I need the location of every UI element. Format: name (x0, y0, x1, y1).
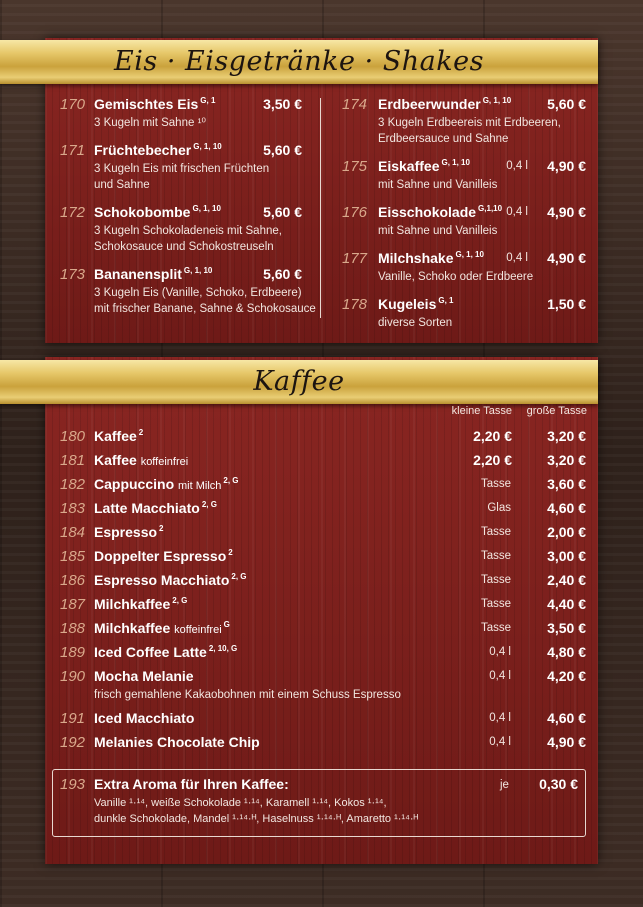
item-number: 170 (60, 96, 86, 113)
item-number: 178 (342, 296, 368, 313)
item-allergens: 2, G (201, 500, 217, 510)
item-name: Schokobombe $^{G, 1, 10}$ (94, 204, 221, 220)
item-size: Tasse (480, 550, 511, 562)
item-allergens: G (223, 620, 230, 630)
item-price-large: 4,80 € (547, 644, 586, 660)
item-size: Tasse (480, 622, 511, 634)
item-name: Kugeleis $^{G, 1}$ (378, 296, 454, 312)
item-name: Extra Aroma für Ihren Kaffee: (94, 776, 289, 792)
column-header-large-cup: große Tasse (526, 405, 587, 417)
item-number: 174 (342, 96, 368, 113)
item-number: 173 (60, 266, 86, 283)
item-description: mit Sahne und Vanilleis (378, 179, 498, 191)
item-description: 3 Kugeln Schokoladeneis mit Sahne, (94, 225, 282, 237)
item-price-large: 4,40 € (547, 596, 586, 612)
aroma-list-line-1: Vanille ¹·¹⁴, weiße Schokolade ¹·¹⁴, Karamell ¹·¹⁴, Kokos ¹·¹⁴, (94, 797, 387, 809)
item-number: 172 (60, 204, 86, 221)
section-title: Kaffee (253, 366, 345, 397)
item-allergens: G, 1, 10 (455, 250, 484, 260)
item-number: 185 (60, 548, 86, 565)
item-name: Erdbeerwunder $^{G, 1, 10}$ (378, 96, 512, 112)
item-description: Erdbeersauce und Sahne (378, 133, 509, 145)
item-allergens: 2, G (231, 572, 247, 582)
item-number: 171 (60, 142, 86, 159)
item-size: Tasse (480, 526, 511, 538)
item-price: 4,90 € (547, 158, 586, 174)
item-number: 186 (60, 572, 86, 589)
item-number: 188 (60, 620, 86, 637)
item-price-large: 3,20 € (547, 452, 586, 468)
item-name: Mocha Melanie (94, 668, 194, 684)
item-name: Iced Coffee Latte $^{2, 10, G}$ (94, 644, 238, 660)
item-allergens: G, 1, 10 (192, 204, 221, 214)
item-name: Melanies Chocolate Chip (94, 734, 260, 750)
item-allergens: G, 1 (438, 296, 454, 306)
item-allergens: 2, G (172, 596, 188, 606)
item-name: Eiskaffee $^{G, 1, 10}$ (378, 158, 470, 174)
item-price-small: 2,20 € (473, 452, 512, 468)
item-name: Doppelter Espresso $^2$ (94, 548, 233, 564)
item-allergens: G, 1, 10 (183, 266, 213, 276)
item-name: Bananensplit $^{G, 1, 10}$ (94, 266, 213, 282)
item-description: Schokosauce und Schokostreuseln (94, 241, 274, 253)
item-name: Latte Macchiato $^{2, G}$ (94, 500, 217, 516)
section-title: Eis · Eisgetränke · Shakes (114, 46, 484, 77)
item-name: Früchtebecher $^{G, 1, 10}$ (94, 142, 222, 158)
section-banner-coffee (0, 360, 598, 404)
item-name: Cappuccino mit Milch $^{2, G}$ (94, 476, 239, 492)
item-number: 177 (342, 250, 368, 267)
item-description: 3 Kugeln Erdbeereis mit Erdbeeren, (378, 117, 561, 129)
item-price-large: 3,50 € (547, 620, 586, 636)
item-price-large: 4,90 € (547, 734, 586, 750)
item-price: 0,30 € (539, 776, 578, 792)
item-number: 183 (60, 500, 86, 517)
item-price-large: 4,20 € (547, 668, 586, 684)
item-number: 190 (60, 668, 86, 685)
item-name: Gemischtes Eis $^{G, 1}$ (94, 96, 216, 112)
item-price-large: 3,20 € (547, 428, 586, 444)
item-allergens: G, 1, 10 (193, 142, 222, 152)
item-name: Milchshake $^{G, 1, 10}$ (378, 250, 484, 266)
item-price-large: 4,60 € (547, 710, 586, 726)
item-price-small: 2,20 € (473, 428, 512, 444)
item-number: 182 (60, 476, 86, 493)
item-price: 5,60 € (263, 142, 302, 158)
item-name: Milchkaffee koffeinfrei $^G$ (94, 620, 230, 636)
item-price: 4,90 € (547, 204, 586, 220)
item-price-large: 2,00 € (547, 524, 586, 540)
item-allergens: 2 (159, 524, 164, 534)
item-price: 5,60 € (263, 266, 302, 282)
item-note: mit Milch (178, 480, 222, 492)
item-size: Glas (487, 502, 511, 514)
item-allergens: 2 (138, 428, 144, 438)
item-allergens: 2, G (223, 476, 239, 486)
item-name: Milchkaffee $^{2, G}$ (94, 596, 188, 612)
item-name: Espresso Macchiato $^{2, G}$ (94, 572, 247, 588)
item-size: Tasse (480, 574, 511, 586)
column-header-small-cup: kleine Tasse (451, 405, 512, 417)
item-allergens: G, 1, 10 (441, 158, 470, 168)
item-size: 0,4 l (489, 712, 511, 724)
item-description: 3 Kugeln mit Sahne ¹⁰ (94, 117, 207, 129)
item-note: koffeinfrei (174, 624, 222, 636)
item-number: 181 (60, 452, 86, 469)
item-number: 180 (60, 428, 86, 445)
item-price: 5,60 € (547, 96, 586, 112)
item-number: 189 (60, 644, 86, 661)
item-size: 0,4 l (489, 670, 511, 682)
item-number: 176 (342, 204, 368, 221)
item-allergens: G, 1 (200, 96, 216, 106)
item-allergens: G,1,10 (478, 204, 503, 214)
item-je: je (500, 779, 509, 791)
aroma-list-line-2: dunkle Schokolade, Mandel ¹·¹⁴·ᴴ, Haselnuss ¹·¹⁴·ᴴ, Amaretto ¹·¹⁴·ᴴ (94, 813, 419, 825)
item-name: Kaffee koffeinfrei (94, 452, 189, 468)
item-name: Iced Macchiato (94, 710, 195, 726)
item-size: 0,4 l (489, 646, 511, 658)
item-description: frisch gemahlene Kakaobohnen mit einem Schuss Espresso (94, 689, 401, 701)
item-price: 5,60 € (263, 204, 302, 220)
item-allergens: 2 (228, 548, 233, 558)
section-banner-ice (0, 40, 598, 84)
item-price: 3,50 € (263, 96, 302, 112)
item-number: 192 (60, 734, 86, 751)
item-description: diverse Sorten (378, 317, 453, 329)
item-name: Kaffee $^2$ (94, 428, 144, 444)
item-size: 0,4 l (489, 736, 511, 748)
item-name: Espresso $^2$ (94, 524, 164, 540)
item-price-large: 3,60 € (547, 476, 586, 492)
item-allergens: G, 1, 10 (482, 96, 512, 106)
item-number: 193 (60, 776, 86, 793)
item-size: 0,4 l (506, 206, 528, 218)
item-price-large: 3,00 € (547, 548, 586, 564)
column-divider (320, 98, 321, 318)
item-description: und Sahne (94, 179, 150, 191)
item-number: 184 (60, 524, 86, 541)
item-number: 175 (342, 158, 368, 175)
item-size: 0,4 l (506, 160, 528, 172)
item-description: mit frischer Banane, Sahne & Schokosauce (94, 303, 316, 315)
item-description: Vanille, Schoko oder Erdbeere (378, 271, 534, 283)
item-size: Tasse (480, 598, 511, 610)
item-price: 4,90 € (547, 250, 586, 266)
item-description: mit Sahne und Vanilleis (378, 225, 498, 237)
item-allergens: 2, 10, G (208, 644, 238, 654)
item-size: Tasse (480, 478, 511, 490)
item-price: 1,50 € (547, 296, 586, 312)
item-name: Eisschokolade $^{G,1,10}$ (378, 204, 503, 220)
item-price-large: 2,40 € (547, 572, 586, 588)
item-number: 191 (60, 710, 86, 727)
item-number: 187 (60, 596, 86, 613)
item-note: koffeinfrei (140, 456, 189, 468)
item-size: 0,4 l (506, 252, 528, 264)
item-description: 3 Kugeln Eis mit frischen Früchten (94, 163, 270, 175)
item-price-large: 4,60 € (547, 500, 586, 516)
item-description: 3 Kugeln Eis (Vanille, Schoko, Erdbeere) (94, 287, 302, 299)
